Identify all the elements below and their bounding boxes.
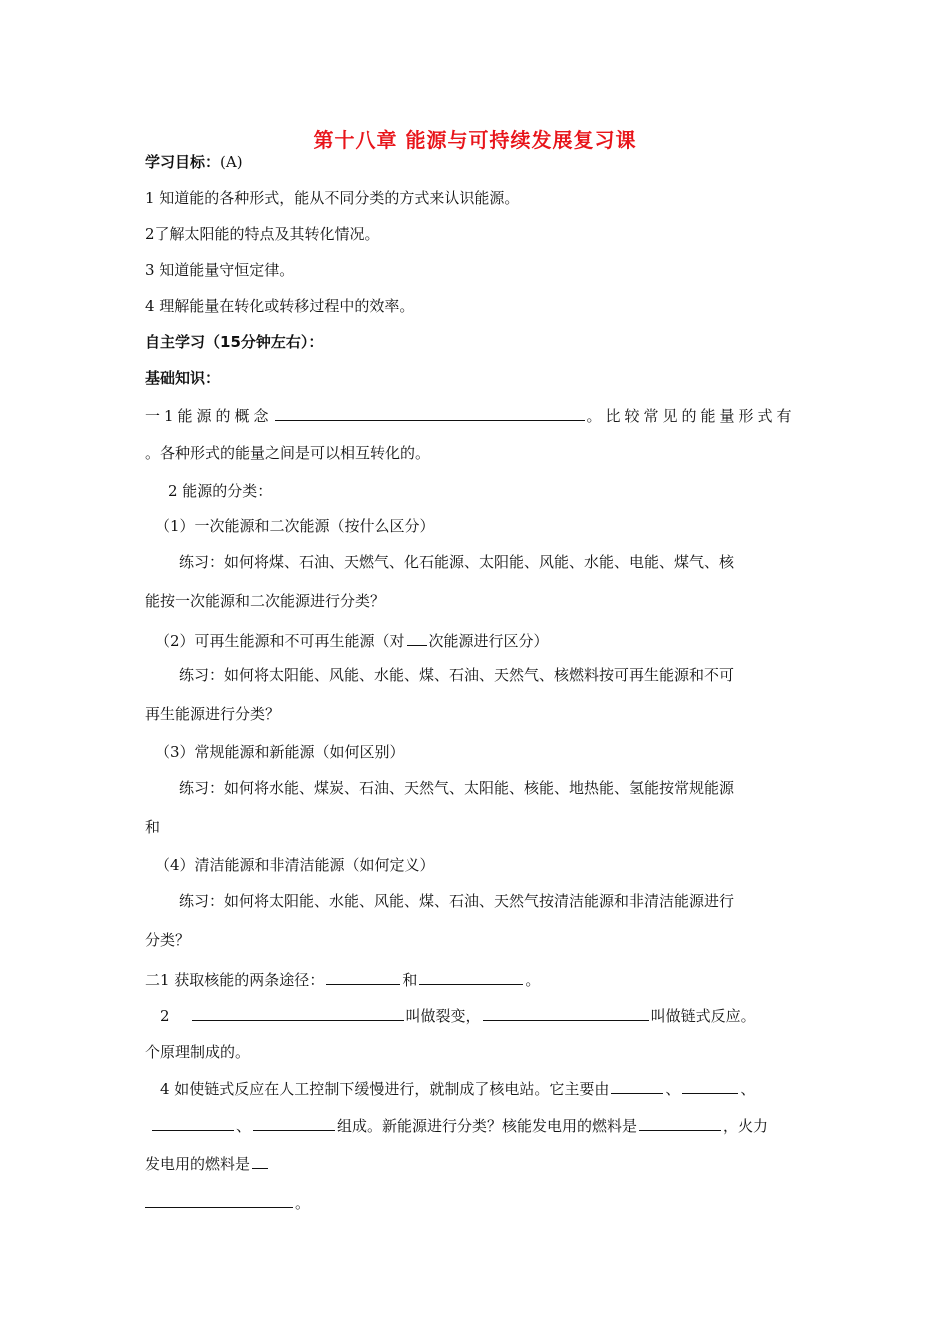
nuclear-q4-cont bbox=[150, 1114, 768, 1136]
nuclear-fuel-label: 组成。新能源进行分类？核能发电用的燃料是 bbox=[337, 1117, 638, 1135]
class-3-exercise-cont: 和 bbox=[145, 818, 161, 836]
answer-blank[interactable] bbox=[252, 1152, 268, 1169]
answer-blank[interactable] bbox=[407, 629, 427, 646]
fission-label: 叫做裂变， bbox=[405, 1007, 481, 1025]
nuclear-q2-number: 2 bbox=[160, 1007, 170, 1025]
self-study-heading: 自主学习（15分钟左右）： bbox=[145, 333, 324, 351]
objective-item: 4 理解能量在转化或转移过程中的效率。 bbox=[145, 297, 415, 315]
class-2-label-a: （2）可再生能源和不可再生能源（对 bbox=[155, 632, 405, 650]
answer-blank[interactable] bbox=[326, 968, 400, 985]
thermal-power-label: ，火力 bbox=[723, 1117, 769, 1135]
nuclear-q3: 个原理制成的。 bbox=[145, 1043, 251, 1061]
answer-blank[interactable] bbox=[253, 1114, 335, 1131]
nuclear-q4 bbox=[160, 1077, 755, 1099]
objectives-level: (A) bbox=[220, 153, 243, 171]
answer-blank[interactable] bbox=[275, 404, 585, 421]
objective-item: 3 知道能量守恒定律。 bbox=[145, 261, 295, 279]
answer-blank[interactable] bbox=[483, 1004, 649, 1021]
class-3-heading: （3）常规能源和新能源（如何区别） bbox=[155, 743, 405, 761]
classification-heading: 2 能源的分类： bbox=[168, 482, 273, 500]
class-1-heading: （1）一次能源和二次能源（按什么区分） bbox=[155, 517, 435, 535]
separator: 、 bbox=[236, 1117, 252, 1135]
nuclear-q1-end: 。 bbox=[525, 971, 541, 989]
energy-concept-line bbox=[145, 404, 796, 426]
class-2-exercise: 练习：如何将太阳能、风能、水能、煤、石油、天然气、核燃料按可再生能源和不可 bbox=[179, 666, 735, 684]
page-title: 第十八章 能源与可持续发展复习课 bbox=[313, 128, 637, 152]
thermal-fuel-label: 发电用的燃料是 bbox=[145, 1155, 251, 1173]
answer-blank[interactable] bbox=[639, 1114, 721, 1131]
final-period: 。 bbox=[295, 1194, 311, 1212]
thermal-fuel-line bbox=[145, 1152, 270, 1174]
nuclear-q1-label: 二1 获取核能的两条途径： bbox=[145, 971, 325, 989]
separator: 、 bbox=[740, 1080, 756, 1098]
answer-blank[interactable] bbox=[145, 1191, 293, 1208]
nuclear-q1 bbox=[145, 968, 540, 990]
answer-blank[interactable] bbox=[152, 1114, 234, 1131]
class-2-exercise-cont: 再生能源进行分类？ bbox=[145, 705, 281, 723]
separator: 、 bbox=[665, 1080, 681, 1098]
answer-blank[interactable] bbox=[682, 1077, 738, 1094]
objectives-heading-line bbox=[145, 152, 243, 172]
chain-reaction-label: 叫做链式反应。 bbox=[650, 1007, 756, 1025]
final-blank-line bbox=[145, 1191, 310, 1213]
nuclear-q2 bbox=[160, 1004, 756, 1026]
answer-blank[interactable] bbox=[192, 1004, 404, 1021]
class-4-exercise-cont: 分类？ bbox=[145, 931, 191, 949]
energy-concept-label: 一1能源的概念 bbox=[145, 407, 273, 425]
basic-knowledge-heading: 基础知识： bbox=[145, 369, 221, 387]
class-2-label-b: 次能源进行区分） bbox=[428, 632, 549, 650]
class-2-heading bbox=[155, 629, 549, 651]
class-4-heading: （4）清洁能源和非清洁能源（如何定义） bbox=[155, 856, 435, 874]
class-1-exercise-cont: 能按一次能源和二次能源进行分类？ bbox=[145, 592, 386, 610]
answer-blank[interactable] bbox=[419, 968, 523, 985]
class-3-exercise: 练习：如何将水能、煤炭、石油、天然气、太阳能、核能、地热能、氢能按常规能源 bbox=[179, 779, 735, 797]
nuclear-q4-label: 4 如使链式反应在人工控制下缓慢进行，就制成了核电站。它主要由 bbox=[160, 1080, 610, 1098]
nuclear-q1-and: 和 bbox=[402, 971, 418, 989]
answer-blank[interactable] bbox=[611, 1077, 663, 1094]
objectives-heading: 学习目标： bbox=[145, 153, 221, 171]
energy-conversion-line: 。各种形式的能量之间是可以相互转化的。 bbox=[145, 444, 431, 462]
class-4-exercise: 练习：如何将太阳能、水能、风能、煤、石油、天然气按清洁能源和非清洁能源进行 bbox=[179, 892, 735, 910]
class-1-exercise: 练习：如何将煤、石油、天燃气、化石能源、太阳能、风能、水能、电能、煤气、核 bbox=[179, 553, 735, 571]
objective-item: 2了解太阳能的特点及其转化情况。 bbox=[145, 225, 380, 243]
energy-forms-label: 。比较常见的能量形式有 bbox=[586, 407, 796, 425]
objective-item: 1 知道能的各种形式，能从不同分类的方式来认识能源。 bbox=[145, 189, 520, 207]
